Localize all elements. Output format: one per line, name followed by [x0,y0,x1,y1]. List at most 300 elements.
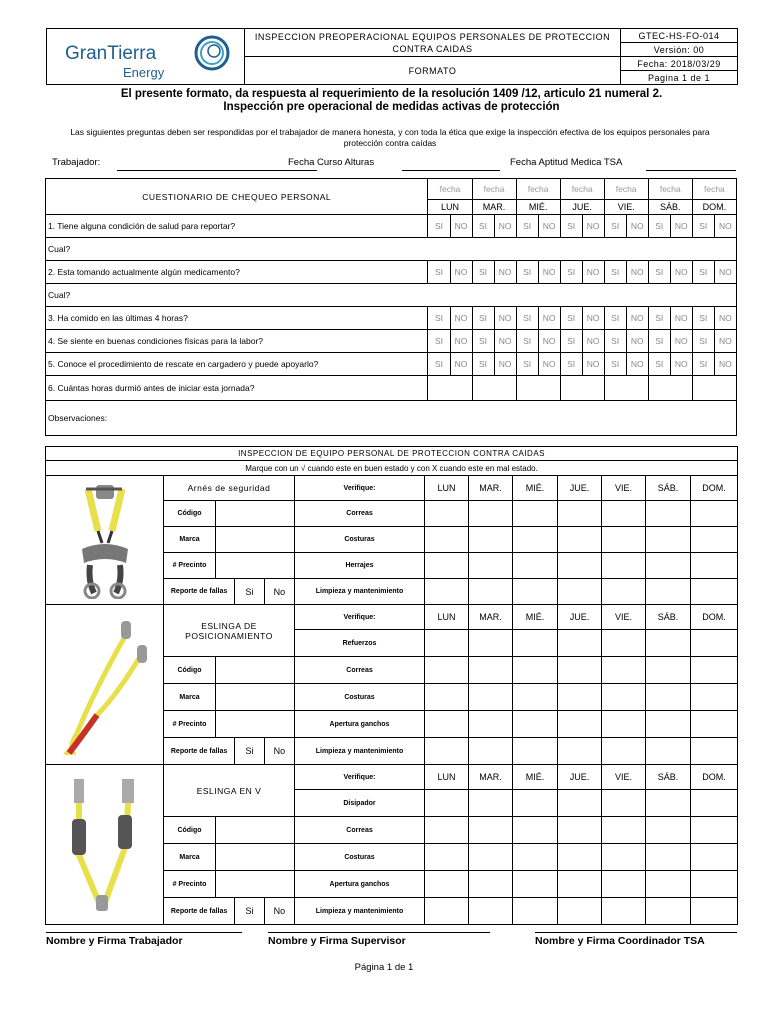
check-mark-cell[interactable] [513,553,558,579]
check-mark-cell[interactable] [513,738,558,765]
fault-report-cell [164,738,295,765]
check-mark-cell[interactable] [602,684,646,711]
check-mark-cell[interactable] [602,657,646,684]
answer-no[interactable]: NO [714,330,736,353]
check-mark-cell[interactable] [646,527,691,553]
check-mark-cell[interactable] [646,790,691,817]
check-item-label: Limpieza y mantenimiento [295,738,425,765]
answer-no[interactable]: NO [494,307,516,330]
seal-input[interactable] [216,711,295,738]
answer-no[interactable]: NO [538,353,560,376]
worker-fields [50,155,740,175]
title-line-2: Inspección pre operacional de medidas activas de protección [223,101,560,113]
equipment-title: INSPECCION DE EQUIPO PERSONAL DE PROTECCION CONTRA CAIDAS [46,447,738,461]
answer-no[interactable]: NO [714,261,736,284]
check-mark-cell[interactable] [691,711,738,738]
day-header: MAR. [472,200,516,215]
answer-si[interactable]: SI [428,215,450,238]
answer-no[interactable]: NO [538,330,560,353]
answer-no[interactable]: NO [626,353,648,376]
answer-no[interactable]: NO [670,261,692,284]
check-mark-cell[interactable] [469,630,513,657]
check-mark-cell[interactable] [558,657,602,684]
equipment-row [46,765,738,790]
answer-si[interactable]: SI [560,261,582,284]
day-header: MIÉ. [513,605,558,630]
check-mark-cell[interactable] [691,738,738,765]
check-mark-cell[interactable] [602,553,646,579]
check-mark-cell[interactable] [691,527,738,553]
seal-label: # Precinto [164,711,216,738]
form-date: Fecha: 2018/03/29 [621,57,738,71]
answer-si[interactable]: SI [604,261,626,284]
check-mark-cell[interactable] [425,898,469,925]
answer-no[interactable]: NO [714,215,736,238]
check-mark-cell[interactable] [425,844,469,871]
equipment-row [46,476,738,501]
answer-no[interactable]: NO [626,215,648,238]
check-mark-cell[interactable] [646,817,691,844]
check-item-label: Refuerzos [295,630,425,657]
date-cell[interactable]: fecha [692,179,736,200]
hours-slept-cell[interactable] [648,376,692,401]
coordinator-signature-line[interactable] [535,932,737,933]
answer-no[interactable]: NO [714,307,736,330]
check-item-label: Disipador [295,790,425,817]
equipment-instructions-row [46,461,738,476]
logo-ring-icon [192,33,232,73]
day-header: VIE. [602,476,646,501]
question-detail-field[interactable]: Cual? [46,238,737,261]
check-mark-cell[interactable] [602,711,646,738]
answer-no[interactable]: NO [494,261,516,284]
equipment-picture [46,765,164,925]
question-row [46,215,737,238]
answer-si[interactable]: SI [692,330,714,353]
answer-si[interactable]: SI [516,261,538,284]
answer-si[interactable]: SI [560,215,582,238]
check-mark-cell[interactable] [469,579,513,605]
check-mark-cell[interactable] [558,684,602,711]
answer-no[interactable]: NO [494,215,516,238]
day-header: SÁB. [646,605,691,630]
check-mark-cell[interactable] [691,553,738,579]
harness-icon [70,481,140,599]
day-header: MIÉ. [513,476,558,501]
question-text: 6. Cuántas horas durmió antes de iniciar esta jornada? [46,376,428,401]
check-mark-cell[interactable] [513,711,558,738]
brand-label: Marca [164,844,216,871]
fault-report-label: Reporte de fallas [164,898,235,924]
day-header: DOM. [691,476,738,501]
day-header: DOM. [691,605,738,630]
answer-si[interactable]: SI [516,215,538,238]
title-line-1: El presente formato, da respuesta al requerimiento de la resolución 1409 /12, articulo 21 numeral 2. [120,88,663,100]
check-mark-cell[interactable] [425,579,469,605]
answer-si[interactable]: SI [428,307,450,330]
check-mark-cell[interactable] [691,898,738,925]
check-mark-cell[interactable] [602,579,646,605]
supervisor-signature-label: Nombre y Firma Supervisor [268,935,406,947]
question-text: 3. Ha comido en las últimas 4 horas? [46,307,428,330]
brand-label: Marca [164,684,216,711]
check-mark-cell[interactable] [469,501,513,527]
check-mark-cell[interactable] [425,657,469,684]
check-mark-cell[interactable] [602,898,646,925]
check-mark-cell[interactable] [646,738,691,765]
check-mark-cell[interactable] [425,790,469,817]
medical-date-line[interactable] [646,170,736,171]
question-row [46,330,737,353]
check-mark-cell[interactable] [602,501,646,527]
check-mark-cell[interactable] [469,844,513,871]
fault-si-option[interactable]: Si [235,898,265,924]
day-header: MAR. [469,476,513,501]
answer-si[interactable]: SI [428,261,450,284]
answer-si[interactable]: SI [648,330,670,353]
check-mark-cell[interactable] [425,630,469,657]
check-mark-cell[interactable] [425,871,469,898]
answer-no[interactable]: NO [450,261,472,284]
hours-slept-cell[interactable] [560,376,604,401]
answer-si[interactable]: SI [472,307,494,330]
check-mark-cell[interactable] [558,871,602,898]
day-header: LUN [428,200,472,215]
date-cell[interactable]: fecha [428,179,472,200]
answer-si[interactable]: SI [472,353,494,376]
answer-si[interactable]: SI [692,307,714,330]
answer-no[interactable]: NO [538,261,560,284]
answer-no[interactable]: NO [582,353,604,376]
check-mark-cell[interactable] [513,630,558,657]
day-header: DOM. [692,200,736,215]
check-mark-cell[interactable] [513,657,558,684]
day-header: MIÉ. [513,765,558,790]
check-mark-cell[interactable] [602,527,646,553]
question-row [46,353,737,376]
answer-no[interactable]: NO [538,215,560,238]
check-mark-cell[interactable] [469,684,513,711]
equipment-name: ESLINGA DE POSICIONAMIENTO [164,605,295,657]
check-mark-cell[interactable] [646,871,691,898]
check-mark-cell[interactable] [646,711,691,738]
question-row [46,307,737,330]
date-cell[interactable]: fecha [648,179,692,200]
equipment-name: ESLINGA EN V [164,765,295,817]
check-mark-cell[interactable] [602,790,646,817]
answer-no[interactable]: NO [670,330,692,353]
date-cell[interactable]: fecha [472,179,516,200]
check-mark-cell[interactable] [558,527,602,553]
check-mark-cell[interactable] [558,790,602,817]
hours-slept-cell[interactable] [692,376,736,401]
answer-no[interactable]: NO [670,353,692,376]
check-mark-cell[interactable] [646,684,691,711]
answer-si[interactable]: SI [692,261,714,284]
check-mark-cell[interactable] [558,553,602,579]
answer-no[interactable]: NO [582,307,604,330]
check-mark-cell[interactable] [646,553,691,579]
checklist-title: CUESTIONARIO DE CHEQUEO PERSONAL [46,179,428,215]
fault-no-option[interactable]: No [273,746,286,756]
equipment-title-row [46,447,738,461]
day-header: SÁB. [646,476,691,501]
answer-no[interactable]: NO [494,330,516,353]
observations-row [46,401,737,436]
check-mark-cell[interactable] [602,844,646,871]
seal-input[interactable] [216,553,295,579]
verify-label: Verifique: [295,605,425,630]
day-header: JUE. [558,476,602,501]
seal-label: # Precinto [164,871,216,898]
brand-input[interactable] [216,527,295,553]
fault-si-option[interactable]: Si [235,579,265,604]
answer-no[interactable]: NO [626,261,648,284]
worker-signature-label: Nombre y Firma Trabajador [46,935,183,947]
answer-si[interactable]: SI [604,353,626,376]
check-mark-cell[interactable] [691,501,738,527]
check-mark-cell[interactable] [558,844,602,871]
check-item-label: Correas [295,817,425,844]
answer-no[interactable]: NO [538,307,560,330]
check-mark-cell[interactable] [425,817,469,844]
day-header: VIE. [604,200,648,215]
answer-si[interactable]: SI [604,215,626,238]
answer-si[interactable]: SI [560,307,582,330]
check-mark-cell[interactable] [469,527,513,553]
answer-no[interactable]: NO [450,330,472,353]
check-mark-cell[interactable] [558,738,602,765]
hours-slept-cell[interactable] [604,376,648,401]
check-mark-cell[interactable] [602,738,646,765]
check-mark-cell[interactable] [646,630,691,657]
answer-si[interactable]: SI [692,215,714,238]
seal-input[interactable] [216,871,295,898]
worker-line[interactable] [117,170,317,171]
fault-report-label: Reporte de fallas [164,579,235,604]
answer-no[interactable]: NO [714,353,736,376]
check-mark-cell[interactable] [691,579,738,605]
check-mark-cell[interactable] [691,790,738,817]
answer-no[interactable]: NO [450,307,472,330]
hours-slept-cell[interactable] [516,376,560,401]
check-mark-cell[interactable] [602,630,646,657]
answer-no[interactable]: NO [582,261,604,284]
question-text: 1. Tiene alguna condición de salud para reportar? [46,215,428,238]
answer-si[interactable]: SI [692,353,714,376]
answer-si[interactable]: SI [648,261,670,284]
check-mark-cell[interactable] [513,871,558,898]
logo-main-text: GranTierra [65,43,157,64]
check-item-label: Limpieza y mantenimiento [295,579,425,605]
equipment-name: Arnés de seguridad [164,476,295,501]
check-mark-cell[interactable] [513,579,558,605]
check-mark-cell[interactable] [558,711,602,738]
answer-si[interactable]: SI [516,353,538,376]
answer-no[interactable]: NO [450,215,472,238]
check-mark-cell[interactable] [513,527,558,553]
seal-label: # Precinto [164,553,216,579]
check-mark-cell[interactable] [558,898,602,925]
check-mark-cell[interactable] [425,527,469,553]
check-item-label: Apertura ganchos [295,711,425,738]
form-subtitle: FORMATO [245,57,621,85]
answer-no[interactable]: NO [626,307,648,330]
check-mark-cell[interactable] [513,501,558,527]
check-item-label: Costuras [295,684,425,711]
answer-si[interactable]: SI [472,261,494,284]
question-text: 5. Conoce el procedimiento de rescate en cargadero y puede apoyarlo? [46,353,428,376]
coordinator-signature-label: Nombre y Firma Coordinador TSA [535,935,705,947]
day-header: JUE. [558,765,602,790]
fault-report-cell [164,579,295,605]
day-header: SÁB. [648,200,692,215]
check-mark-cell[interactable] [425,501,469,527]
answer-no[interactable]: NO [670,215,692,238]
answer-no[interactable]: NO [626,330,648,353]
answer-no[interactable]: NO [670,307,692,330]
code-label: Código [164,501,216,527]
check-mark-cell[interactable] [646,501,691,527]
answer-si[interactable]: SI [472,215,494,238]
check-mark-cell[interactable] [469,817,513,844]
fault-si-option[interactable]: Si [235,738,265,764]
check-mark-cell[interactable] [513,817,558,844]
check-mark-cell[interactable] [691,657,738,684]
check-mark-cell[interactable] [558,817,602,844]
date-cell[interactable]: fecha [560,179,604,200]
observations-field[interactable]: Observaciones: [46,401,737,436]
document-header [46,28,738,85]
answer-si[interactable]: SI [428,353,450,376]
answer-si[interactable]: SI [428,330,450,353]
brand-input[interactable] [216,844,295,871]
check-mark-cell[interactable] [646,579,691,605]
check-mark-cell[interactable] [425,684,469,711]
fault-no-option[interactable]: No [273,906,286,916]
check-mark-cell[interactable] [691,684,738,711]
code-input[interactable] [216,817,295,844]
check-mark-cell[interactable] [513,898,558,925]
check-mark-cell[interactable] [469,657,513,684]
form-code: GTEC-HS-FO-014 [621,29,738,43]
answer-si[interactable]: SI [648,307,670,330]
day-header: LUN [425,605,469,630]
answer-si[interactable]: SI [472,330,494,353]
code-label: Código [164,657,216,684]
question-detail-field[interactable]: Cual? [46,284,737,307]
check-mark-cell[interactable] [691,844,738,871]
check-item-label: Herrajes [295,553,425,579]
day-header: MAR. [469,605,513,630]
question-text: 4. Se siente en buenas condiciones físicas para la labor? [46,330,428,353]
check-mark-cell[interactable] [469,790,513,817]
fault-report-cell [164,898,295,925]
equipment-instructions: Marque con un √ cuando este en buen estado y con X cuando este en mal estado. [46,461,738,476]
hours-slept-cell[interactable] [472,376,516,401]
question-row [46,238,737,261]
check-mark-cell[interactable] [513,684,558,711]
check-mark-cell[interactable] [513,844,558,871]
answer-no[interactable]: NO [582,215,604,238]
course-date-label: Fecha Curso Alturas [288,157,375,168]
check-mark-cell[interactable] [691,871,738,898]
answer-si[interactable]: SI [516,330,538,353]
supervisor-signature-line[interactable] [268,932,490,933]
answer-si[interactable]: SI [604,330,626,353]
brand-input[interactable] [216,684,295,711]
medical-date-label: Fecha Aptitud Medica TSA [510,157,623,168]
check-item-label: Correas [295,501,425,527]
code-input[interactable] [216,501,295,527]
check-mark-cell[interactable] [646,844,691,871]
check-mark-cell[interactable] [513,790,558,817]
fault-no-option[interactable]: No [273,586,286,597]
question-row [46,284,737,307]
checklist-header-row [46,179,737,200]
answer-si[interactable]: SI [560,330,582,353]
check-item-label: Costuras [295,844,425,871]
check-mark-cell[interactable] [558,630,602,657]
answer-no[interactable]: NO [450,353,472,376]
form-version: Versión: 00 [621,43,738,57]
check-mark-cell[interactable] [469,553,513,579]
v-lanyard-icon [60,775,150,915]
check-mark-cell[interactable] [469,711,513,738]
check-mark-cell[interactable] [469,738,513,765]
check-item-label: Apertura ganchos [295,871,425,898]
personal-checklist-table [45,178,737,436]
question-text: 2. Esta tomando actualmente algún medicamento? [46,261,428,284]
check-mark-cell[interactable] [646,898,691,925]
check-mark-cell[interactable] [558,501,602,527]
answer-no[interactable]: NO [582,330,604,353]
answer-no[interactable]: NO [494,353,516,376]
check-item-label: Costuras [295,527,425,553]
check-mark-cell[interactable] [469,898,513,925]
day-header: MIÉ. [516,200,560,215]
check-mark-cell[interactable] [425,711,469,738]
verify-label: Verifique: [295,476,425,501]
check-mark-cell[interactable] [602,817,646,844]
form-page: Pagina 1 de 1 [621,71,738,85]
answer-si[interactable]: SI [604,307,626,330]
worker-signature-line[interactable] [46,932,242,933]
check-mark-cell[interactable] [425,738,469,765]
check-mark-cell[interactable] [691,630,738,657]
answer-si[interactable]: SI [560,353,582,376]
check-mark-cell[interactable] [602,871,646,898]
check-mark-cell[interactable] [691,817,738,844]
form-title: INSPECCION PREOPERACIONAL EQUIPOS PERSONALES DE PROTECCION CONTRA CAIDAS [245,29,621,57]
day-header: JUE. [560,200,604,215]
hours-slept-cell[interactable] [428,376,472,401]
day-header: VIE. [602,765,646,790]
check-mark-cell[interactable] [646,657,691,684]
check-item-label: Correas [295,657,425,684]
answer-si[interactable]: SI [516,307,538,330]
answer-si[interactable]: SI [648,215,670,238]
date-cell[interactable]: fecha [604,179,648,200]
check-mark-cell[interactable] [425,553,469,579]
day-header: SÁB. [646,765,691,790]
check-mark-cell[interactable] [558,579,602,605]
check-mark-cell[interactable] [469,871,513,898]
course-date-line[interactable] [402,170,500,171]
answer-si[interactable]: SI [648,353,670,376]
code-input[interactable] [216,657,295,684]
date-cell[interactable]: fecha [516,179,560,200]
